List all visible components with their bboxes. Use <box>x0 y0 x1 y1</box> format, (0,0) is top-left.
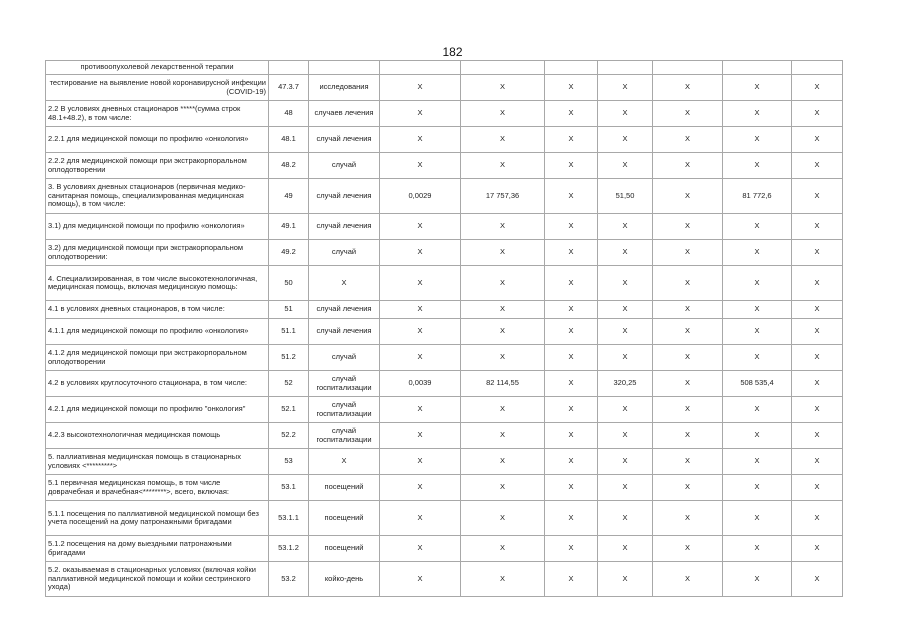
value-cell: Х <box>792 75 843 101</box>
value-cell: Х <box>461 475 545 501</box>
value-cell: Х <box>545 127 598 153</box>
row-unit: посещений <box>309 475 380 501</box>
value-cell: Х <box>723 397 792 423</box>
table-row <box>46 501 843 536</box>
value-cell: Х <box>380 562 461 597</box>
value-cell: Х <box>792 345 843 371</box>
row-code: 49.1 <box>269 214 309 240</box>
value-cell: 17 757,36 <box>461 179 545 214</box>
value-cell: 0,0029 <box>380 179 461 214</box>
row-unit: случай <box>309 345 380 371</box>
value-cell: Х <box>380 423 461 449</box>
row-unit: случай лечения <box>309 301 380 319</box>
row-code: 52.1 <box>269 397 309 423</box>
row-code: 53.2 <box>269 562 309 597</box>
row-name: 2.2.1 для медицинской помощи по профилю «онкология» <box>46 127 269 153</box>
table-row <box>46 562 843 597</box>
empty-cell <box>380 61 461 75</box>
table-row <box>46 240 843 266</box>
value-cell: Х <box>653 423 723 449</box>
value-cell: 51,50 <box>598 179 653 214</box>
value-cell: Х <box>723 319 792 345</box>
value-cell: Х <box>545 449 598 475</box>
row-name: 3.2) для медицинской помощи при экстракорпоральном оплодотворении: <box>46 240 269 266</box>
row-code: 48 <box>269 101 309 127</box>
value-cell: Х <box>598 266 653 301</box>
row-unit: койко-день <box>309 562 380 597</box>
value-cell: Х <box>598 127 653 153</box>
value-cell: Х <box>545 397 598 423</box>
value-cell: Х <box>653 562 723 597</box>
value-cell: Х <box>461 536 545 562</box>
value-cell: Х <box>380 75 461 101</box>
table-row <box>46 371 843 397</box>
table-row <box>46 397 843 423</box>
row-name: 4. Специализированная, в том числе высокотехнологичная, медицинская помощь, включая медицинскую помощь: <box>46 266 269 301</box>
value-cell: Х <box>792 127 843 153</box>
value-cell: Х <box>792 501 843 536</box>
row-unit: случай госпитализации <box>309 371 380 397</box>
value-cell: Х <box>461 449 545 475</box>
row-name: 3. В условиях дневных стационаров (первичная медико-санитарная помощь, специализированная медицинская помощь), в том числе: <box>46 179 269 214</box>
value-cell: 508 535,4 <box>723 371 792 397</box>
table-row <box>46 266 843 301</box>
row-name: 4.1.1 для медицинской помощи по профилю «онкология» <box>46 319 269 345</box>
table-row <box>46 214 843 240</box>
value-cell: Х <box>723 423 792 449</box>
row-code: 47.3.7 <box>269 75 309 101</box>
value-cell: Х <box>598 536 653 562</box>
value-cell: Х <box>653 101 723 127</box>
value-cell: 82 114,55 <box>461 371 545 397</box>
value-cell: Х <box>598 562 653 597</box>
value-cell: Х <box>545 319 598 345</box>
value-cell: Х <box>545 75 598 101</box>
value-cell: Х <box>598 153 653 179</box>
empty-cell <box>269 61 309 75</box>
empty-cell <box>598 61 653 75</box>
empty-cell <box>461 61 545 75</box>
row-unit: случай лечения <box>309 319 380 345</box>
value-cell: Х <box>545 536 598 562</box>
value-cell: Х <box>545 345 598 371</box>
row-code: 53 <box>269 449 309 475</box>
empty-cell <box>723 61 792 75</box>
row-name: 4.2.3 высокотехнологичная медицинская помощь <box>46 423 269 449</box>
value-cell: Х <box>723 101 792 127</box>
table-row <box>46 345 843 371</box>
row-unit: Х <box>309 449 380 475</box>
value-cell: 81 772,6 <box>723 179 792 214</box>
row-code: 48.1 <box>269 127 309 153</box>
row-code: 50 <box>269 266 309 301</box>
value-cell: Х <box>792 319 843 345</box>
value-cell: Х <box>380 101 461 127</box>
row-unit: случай <box>309 153 380 179</box>
value-cell: Х <box>653 397 723 423</box>
row-name: 2.2.2 для медицинской помощи при экстракорпоральном оплодотворении <box>46 153 269 179</box>
table-row <box>46 536 843 562</box>
value-cell: Х <box>653 75 723 101</box>
row-code: 53.1.1 <box>269 501 309 536</box>
value-cell: Х <box>545 562 598 597</box>
row-unit: случай лечения <box>309 127 380 153</box>
value-cell: Х <box>545 266 598 301</box>
row-unit: случаев лечения <box>309 101 380 127</box>
empty-cell <box>309 61 380 75</box>
value-cell: Х <box>653 536 723 562</box>
value-cell: Х <box>653 475 723 501</box>
row-unit: случай <box>309 240 380 266</box>
row-code: 48.2 <box>269 153 309 179</box>
value-cell: Х <box>792 179 843 214</box>
value-cell: Х <box>598 345 653 371</box>
value-cell: Х <box>461 501 545 536</box>
value-cell: Х <box>723 449 792 475</box>
value-cell: Х <box>545 423 598 449</box>
value-cell: Х <box>545 371 598 397</box>
table-row-top <box>46 61 843 75</box>
value-cell: Х <box>380 214 461 240</box>
value-cell: Х <box>653 266 723 301</box>
value-cell: Х <box>380 345 461 371</box>
value-cell: Х <box>461 240 545 266</box>
value-cell: Х <box>461 397 545 423</box>
row-unit: случай госпитализации <box>309 423 380 449</box>
value-cell: Х <box>653 301 723 319</box>
value-cell: Х <box>723 127 792 153</box>
empty-cell <box>792 61 843 75</box>
row-name: 5.2. оказываемая в стационарных условиях (включая койки паллиативной медицинской помощи и койки сестринского ухода) <box>46 562 269 597</box>
value-cell: Х <box>792 101 843 127</box>
empty-cell <box>545 61 598 75</box>
value-cell: Х <box>380 449 461 475</box>
value-cell: Х <box>461 319 545 345</box>
value-cell: Х <box>723 75 792 101</box>
value-cell: Х <box>598 501 653 536</box>
value-cell: Х <box>545 101 598 127</box>
value-cell: Х <box>792 266 843 301</box>
value-cell: Х <box>792 536 843 562</box>
value-cell: Х <box>598 240 653 266</box>
value-cell: Х <box>461 101 545 127</box>
value-cell: Х <box>380 266 461 301</box>
value-cell: Х <box>723 562 792 597</box>
value-cell: 0,0039 <box>380 371 461 397</box>
table-row <box>46 127 843 153</box>
value-cell: Х <box>461 214 545 240</box>
value-cell: Х <box>792 397 843 423</box>
value-cell: Х <box>723 240 792 266</box>
value-cell: Х <box>792 423 843 449</box>
table-row <box>46 423 843 449</box>
row-unit: Х <box>309 266 380 301</box>
row-code: 52 <box>269 371 309 397</box>
table-row <box>46 75 843 101</box>
value-cell: Х <box>545 214 598 240</box>
value-cell: Х <box>598 449 653 475</box>
table-row <box>46 179 843 214</box>
value-cell: Х <box>792 449 843 475</box>
value-cell: Х <box>792 371 843 397</box>
row-name: 4.2.1 для медицинской помощи по профилю "онкология" <box>46 397 269 423</box>
value-cell: Х <box>545 301 598 319</box>
value-cell: Х <box>461 75 545 101</box>
value-cell: Х <box>545 179 598 214</box>
row-unit: посещений <box>309 501 380 536</box>
value-cell: Х <box>653 153 723 179</box>
value-cell: Х <box>723 345 792 371</box>
value-cell: 320,25 <box>598 371 653 397</box>
table-row <box>46 449 843 475</box>
value-cell: Х <box>461 345 545 371</box>
value-cell: Х <box>380 475 461 501</box>
value-cell: Х <box>723 266 792 301</box>
value-cell: Х <box>723 301 792 319</box>
value-cell: Х <box>545 153 598 179</box>
value-cell: Х <box>545 475 598 501</box>
value-cell: Х <box>461 301 545 319</box>
value-cell: Х <box>723 214 792 240</box>
value-cell: Х <box>461 562 545 597</box>
value-cell: Х <box>653 179 723 214</box>
value-cell: Х <box>653 345 723 371</box>
row-name: 4.1.2 для медицинской помощи при экстракорпоральном оплодотворении <box>46 345 269 371</box>
row-name: тестирование на выявление новой коронавирусной инфекции (COVID-19) <box>46 75 269 101</box>
row-code: 49 <box>269 179 309 214</box>
value-cell: Х <box>598 101 653 127</box>
value-cell: Х <box>792 475 843 501</box>
row-name: 3.1) для медицинской помощи по профилю «онкология» <box>46 214 269 240</box>
table-row <box>46 475 843 501</box>
row-name: 5.1.2 посещения на дому выездными патронажными бригадами <box>46 536 269 562</box>
row-unit: исследования <box>309 75 380 101</box>
value-cell: Х <box>461 127 545 153</box>
value-cell: Х <box>380 397 461 423</box>
value-cell: Х <box>598 423 653 449</box>
value-cell: Х <box>723 475 792 501</box>
value-cell: Х <box>380 240 461 266</box>
row-name: 5.1.1 посещения по паллиативной медицинской помощи без учета посещений на дому патронажными бригадами <box>46 501 269 536</box>
row-name: 5.1 первичная медицинская помощь, в том числе доврачебная и врачебная<********>, всего, включая: <box>46 475 269 501</box>
value-cell: Х <box>545 240 598 266</box>
row-unit: посещений <box>309 536 380 562</box>
empty-cell <box>653 61 723 75</box>
value-cell: Х <box>380 319 461 345</box>
row-code: 49.2 <box>269 240 309 266</box>
row-name: 4.1 в условиях дневных стационаров, в том числе: <box>46 301 269 319</box>
row-code: 52.2 <box>269 423 309 449</box>
table-row <box>46 301 843 319</box>
value-cell: Х <box>598 75 653 101</box>
value-cell: Х <box>461 153 545 179</box>
value-cell: Х <box>792 214 843 240</box>
row-name: 4.2 в условиях круглосуточного стационара, в том числе: <box>46 371 269 397</box>
value-cell: Х <box>653 127 723 153</box>
value-cell: Х <box>653 501 723 536</box>
row-unit: случай госпитализации <box>309 397 380 423</box>
value-cell: Х <box>380 153 461 179</box>
row-name: 5. паллиативная медицинская помощь в стационарных условиях <*********> <box>46 449 269 475</box>
row-unit: случай лечения <box>309 179 380 214</box>
value-cell: Х <box>380 127 461 153</box>
row-name: 2.2 В условиях дневных стационаров *****(сумма строк 48.1+48.2), в том числе: <box>46 101 269 127</box>
value-cell: Х <box>792 240 843 266</box>
table-row <box>46 153 843 179</box>
value-cell: Х <box>380 536 461 562</box>
row-code: 53.1.2 <box>269 536 309 562</box>
value-cell: Х <box>380 301 461 319</box>
value-cell: Х <box>461 266 545 301</box>
value-cell: Х <box>792 562 843 597</box>
row-unit: случай лечения <box>309 214 380 240</box>
page-number: 182 <box>442 45 463 59</box>
value-cell: Х <box>461 423 545 449</box>
tariff-table <box>45 60 843 597</box>
value-cell: Х <box>545 501 598 536</box>
value-cell: Х <box>723 536 792 562</box>
value-cell: Х <box>598 301 653 319</box>
row-code: 51.2 <box>269 345 309 371</box>
table-row <box>46 101 843 127</box>
row-name: противоопухолевой лекарственной терапии <box>46 61 269 75</box>
value-cell: Х <box>598 214 653 240</box>
value-cell: Х <box>723 501 792 536</box>
row-code: 53.1 <box>269 475 309 501</box>
value-cell: Х <box>380 501 461 536</box>
value-cell: Х <box>653 319 723 345</box>
row-code: 51 <box>269 301 309 319</box>
value-cell: Х <box>723 153 792 179</box>
value-cell: Х <box>598 475 653 501</box>
value-cell: Х <box>653 449 723 475</box>
value-cell: Х <box>792 153 843 179</box>
table-row <box>46 319 843 345</box>
value-cell: Х <box>598 397 653 423</box>
value-cell: Х <box>792 301 843 319</box>
value-cell: Х <box>653 214 723 240</box>
value-cell: Х <box>653 240 723 266</box>
value-cell: Х <box>598 319 653 345</box>
value-cell: Х <box>653 371 723 397</box>
row-code: 51.1 <box>269 319 309 345</box>
